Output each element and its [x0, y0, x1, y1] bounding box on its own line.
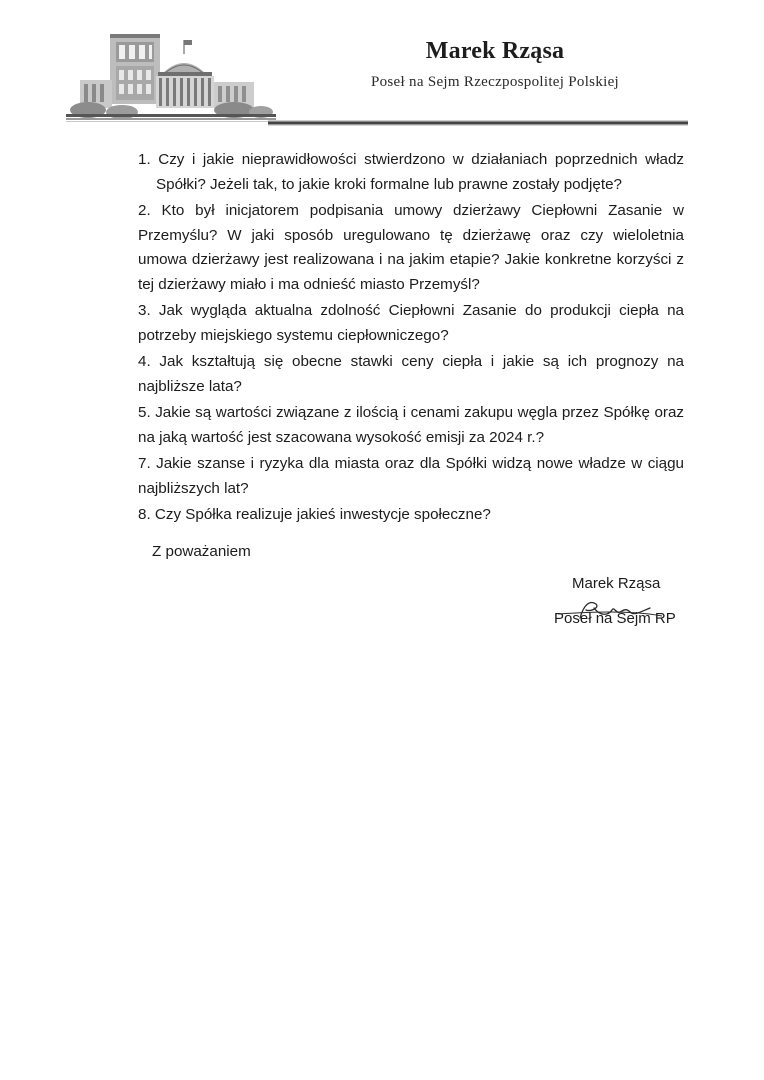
question-7: 7. Jakie szanse i ryzyka dla miasta oraz dla Spółki widzą nowe władze w ciągu najbliższych lat?: [138, 455, 684, 497]
question-5: 5. Jakie są wartości związane z ilością i cenami zakupu węgla przez Spółkę oraz na jaką wartość jest szacowana wysokość emisji za 2024 r.?: [138, 404, 684, 446]
question-1: 1. Czy i jakie nieprawidłowości stwierdzono w działaniach poprzednich władz Spółki? Jeżeli tak, to jakie kroki formalne lub prawne zostały podjęte?: [138, 151, 684, 193]
sejm-building-illustration: [66, 10, 276, 128]
questions-list: [138, 148, 684, 530]
question-4: 4. Jak kształtują się obecne stawki ceny ciepła i jakie są ich prognozy na najbliższe lata?: [138, 353, 684, 395]
letterhead-rule: [268, 120, 688, 126]
signatory-title: Poseł na Sejm RP: [554, 610, 676, 627]
question-3: 3. Jak wygląda aktualna zdolność Ciepłowni Zasanie do produkcji ciepła na potrzeby miejskiego systemu ciepłowniczego?: [138, 302, 684, 344]
question-2: 2. Kto był inicjatorem podpisania umowy dzierżawy Ciepłowni Zasanie w Przemyślu? W jaki sposób uregulowano tę dzierżawę oraz czy wieloletnia umowa dzierżawy jest realizowana i na jakim etapie? Jakie konkretne korzyści z tej dzierżawy miało i ma odnieść miasto Przemyśl?: [138, 202, 684, 293]
letterhead-name: Marek Rząsa: [425, 38, 565, 64]
letterhead-title: Poseł na Sejm Rzeczpospolitej Polskiej: [370, 74, 620, 90]
signatory-name: Marek Rząsa: [572, 575, 661, 592]
handwritten-signature: [550, 594, 670, 626]
question-8: 8. Czy Spółka realizuje jakieś inwestycje społeczne?: [138, 506, 491, 523]
closing-salutation: Z poważaniem: [152, 543, 251, 560]
